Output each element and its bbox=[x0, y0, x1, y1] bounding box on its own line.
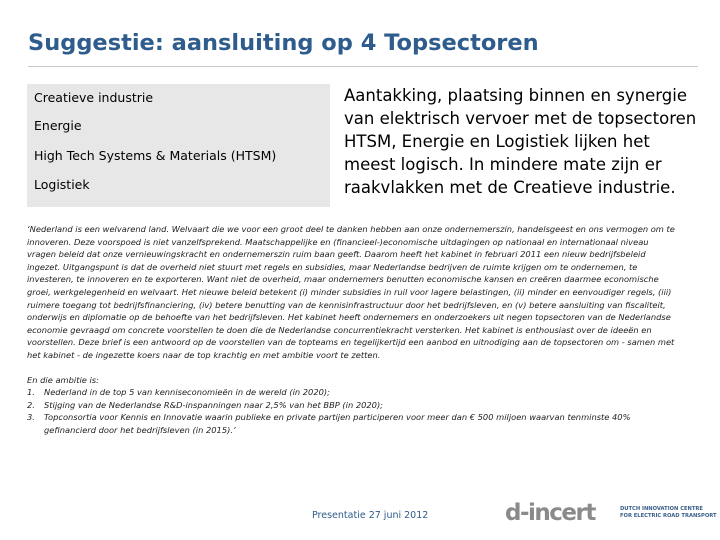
title-divider bbox=[28, 66, 698, 67]
synergy-statement-line: HTSM, Energie en Logistiek lijken het bbox=[344, 132, 650, 151]
ambition-list bbox=[27, 386, 699, 436]
quote-line: vragen beleid dat onze vernieuwingskracht en ondernemerszin ruim baan geeft. Daarom heeft het kabinet in februari 2011 een nieuw bedrijfsbeleid bbox=[27, 249, 646, 260]
ambition-number: 2. bbox=[27, 399, 35, 410]
sector-item-creatieve-industrie: Creatieve industrie bbox=[34, 90, 154, 105]
logo-wordmark: d-incert bbox=[505, 500, 595, 526]
quote-line: ‘Nederland is een welvarend land. Welvaart die we voor een groot deel te danken hebben aan onze ondernemerszin, handelsgeest en ons vermogen om te bbox=[27, 224, 675, 234]
ambition-intro: En die ambitie is: bbox=[27, 374, 99, 385]
quote-line: economie gevraagd om concrete voorstellen te doen die de Nederlandse concurrentiekracht versterken. Het kabinet is enthousiast over de ideeën en bbox=[27, 324, 652, 335]
sector-item-htsm: High Tech Systems & Materials (HTSM) bbox=[34, 148, 277, 163]
sector-item-logistiek: Logistiek bbox=[34, 177, 90, 192]
ambition-number: 3. bbox=[27, 412, 35, 423]
ambition-item bbox=[27, 399, 699, 412]
quote-line: innoveren. Deze voorspoed is niet vanzelfsprekend. Maatschappelijke en (financieel-)economische uitdagingen op nationaal en internationaal niveau bbox=[27, 236, 649, 247]
quote-line: ingezet. Uitgangspunt is dat de overheid niet stuurt met regels en subsidies, maar Nederlandse bedrijven de ruimte krijgen om te ondernemen, te bbox=[27, 261, 638, 272]
logo-tagline bbox=[620, 506, 717, 520]
ambition-text: Stijging van de Nederlandse R&D-inspanningen naar 2,5% van het BBP (in 2020); bbox=[44, 399, 383, 410]
ambition-item bbox=[27, 386, 699, 399]
ambition-text: Nederland in de top 5 van kenniseconomieën in de wereld (in 2020); bbox=[44, 387, 330, 398]
quote-line: het kabinet - de ingezette koers naar de top krachtig en met ambitie voort te zetten. bbox=[27, 349, 381, 360]
logo-tagline-line: FOR ELECTRIC ROAD TRANSPORT bbox=[620, 512, 717, 519]
d-incert-logo bbox=[505, 500, 717, 528]
synergy-statement bbox=[344, 84, 699, 199]
slide-title: Suggestie: aansluiting op 4 Topsectoren bbox=[28, 30, 539, 56]
cabinet-letter-quote bbox=[27, 223, 699, 437]
synergy-statement-line: Aantakking, plaatsing binnen en synergie bbox=[344, 86, 688, 105]
ambition-text: Topconsortia voor Kennis en Innovatie waarin publieke en private partijen participeren voor meer dan € 500 miljoen waarvan tenminste 40% bbox=[44, 412, 631, 423]
quote-line: onderwijs en diplomatie op de behoefte van het bedrijfsleven. Het kabinet heeft ondernemers en onderzoekers uit negen topsectoren van de Nederlandse bbox=[27, 312, 671, 323]
topsector-list bbox=[27, 84, 330, 207]
synergy-statement-line: meest logisch. In mindere mate zijn er bbox=[344, 155, 662, 174]
presentation-date: Presentatie 27 juni 2012 bbox=[312, 510, 429, 521]
synergy-statement-line: van elektrisch vervoer met de topsectoren bbox=[344, 109, 697, 128]
quote-paragraph bbox=[27, 223, 699, 362]
ambition-number: 1. bbox=[27, 387, 35, 398]
synergy-statement-line: raakvlakken met de Creatieve industrie. bbox=[344, 178, 676, 197]
quote-line: voorstellen. Deze brief is een antwoord op de voorstellen van de topteams en tegelijkertijd een aanbod en uitnodiging aan de topsectoren om - samen met bbox=[27, 337, 675, 348]
logo-tagline-line: DUTCH INNOVATION CENTRE bbox=[620, 506, 703, 512]
ambition-text: gefinancierd door het bedrijfsleven (in 2015).’ bbox=[44, 424, 236, 435]
quote-line: groei, werkgelegenheid en welvaart. Het nieuwe beleid betekent (i) minder subsidies in ruil voor lagere belastingen, (ii) minder en eenvoudiger regels, (iii) bbox=[27, 286, 672, 297]
ambition-item bbox=[27, 411, 699, 436]
quote-line: ruimere toegang tot bedrijfsfinanciering, (iv) betere benutting van de kennisinfrastructuur door het bedrijfsleven, en (v) betere aansluiting van fiscaliteit, bbox=[27, 299, 666, 310]
sector-item-energie: Energie bbox=[34, 118, 82, 133]
quote-line: investeren, te innoveren en te exporteren. Want niet de overheid, maar ondernemers benutten economische kansen en creëren daarmee economische bbox=[27, 274, 659, 285]
